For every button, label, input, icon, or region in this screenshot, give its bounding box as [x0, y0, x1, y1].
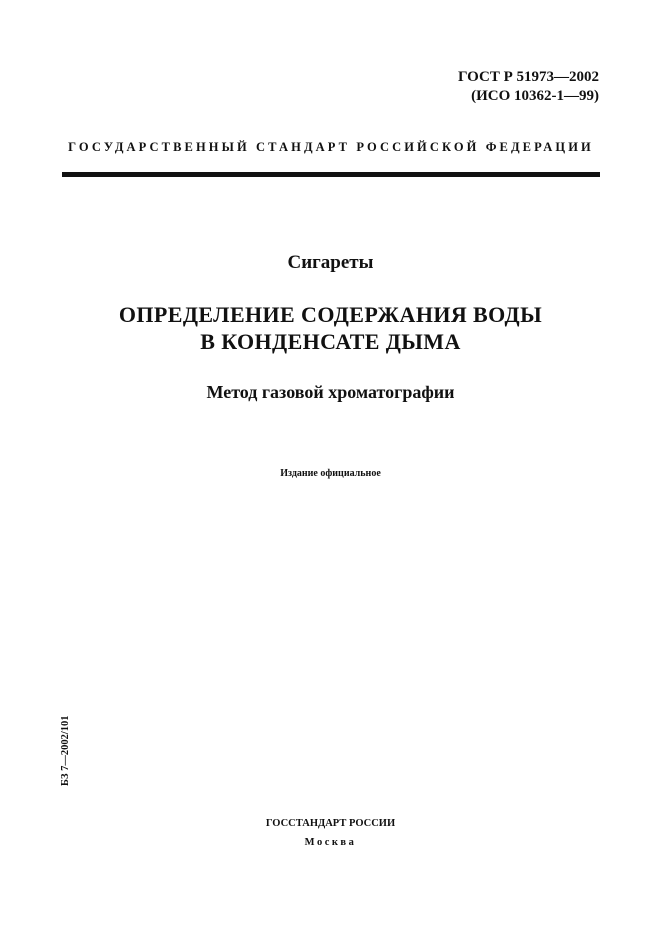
standard-number: ГОСТ Р 51973—2002 — [457, 69, 599, 85]
main-title-line-2: В КОНДЕНСАТЕ ДЫМА — [200, 329, 461, 354]
method-subtitle: Метод газовой хроматографии — [206, 382, 455, 402]
header-rule — [62, 172, 600, 177]
side-catalog-code: БЗ 7—2002/101 — [60, 715, 71, 786]
edition-note: Издание официальное — [280, 468, 381, 479]
product-title: Сигареты — [287, 252, 374, 273]
publisher-block — [0, 814, 661, 852]
publisher-city: Москва — [304, 837, 357, 848]
state-standard-heading: ГОСУДАРСТВЕННЫЙ СТАНДАРТ РОССИЙСКОЙ ФЕДЕРАЦИИ — [68, 140, 594, 154]
standard-designation — [458, 68, 599, 106]
main-title — [0, 301, 661, 355]
publisher-name: ГОССТАНДАРТ РОССИИ — [265, 818, 396, 829]
main-title-line-1: ОПРЕДЕЛЕНИЕ СОДЕРЖАНИЯ ВОДЫ — [118, 302, 543, 327]
iso-equivalent: (ИСО 10362-1—99) — [471, 88, 599, 104]
